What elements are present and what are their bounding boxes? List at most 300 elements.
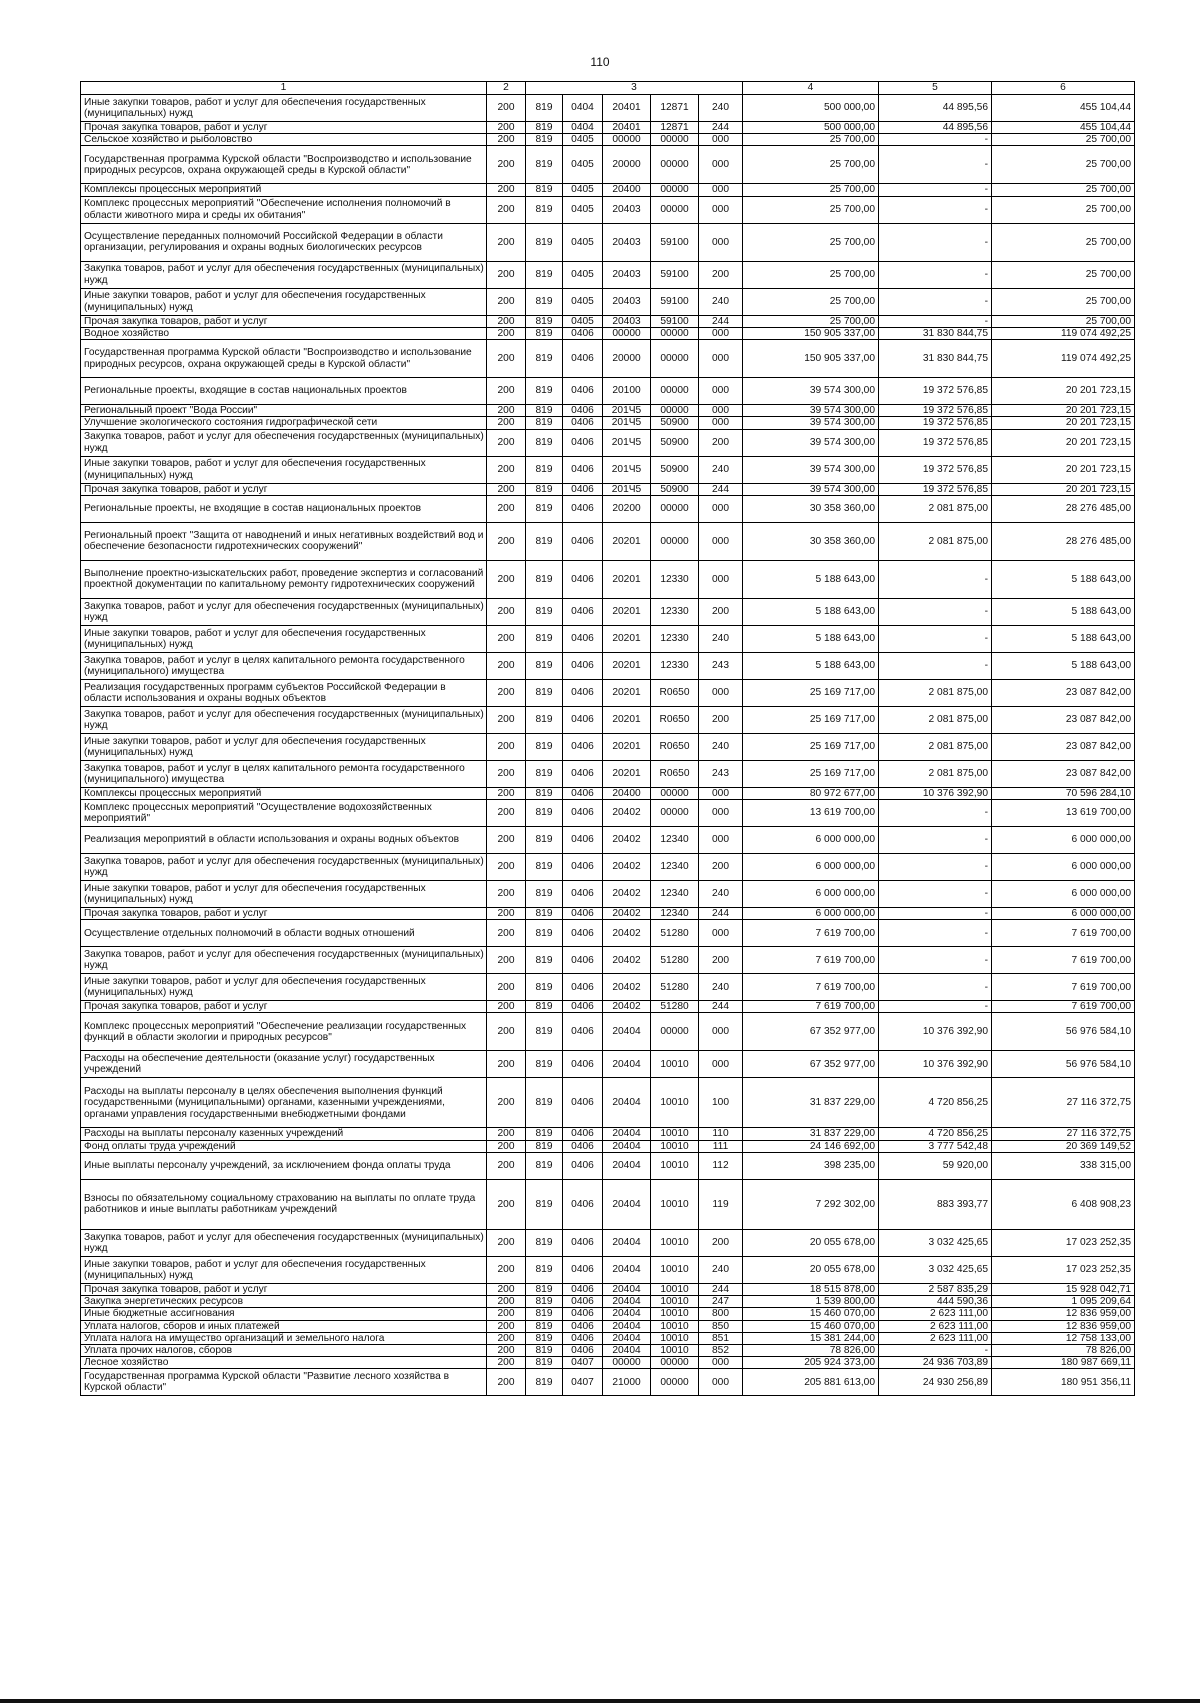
- table-row: [81, 483, 1135, 495]
- col-3-direction: 00000: [651, 340, 699, 378]
- table-row: [81, 1128, 1135, 1140]
- col-4-amount: 15 460 070,00: [743, 1308, 879, 1320]
- col-3-program: 20402: [603, 880, 651, 907]
- col-3-program: 20404: [603, 1128, 651, 1140]
- col-3-section: 0406: [563, 429, 603, 456]
- col-3-section: 0404: [563, 122, 603, 134]
- col-5-amount: -: [879, 1001, 992, 1013]
- col-4-amount: 15 381 244,00: [743, 1332, 879, 1344]
- col-3-program: 20404: [603, 1051, 651, 1078]
- col-3-expense-type: 000: [699, 1013, 743, 1051]
- col-3-direction: 12330: [651, 625, 699, 652]
- col-3-direction: 00000: [651, 146, 699, 184]
- col-6-amount: 25 700,00: [992, 261, 1135, 288]
- col-3-direction: R0650: [651, 706, 699, 733]
- col-3-program: 20403: [603, 196, 651, 223]
- col-3-direction: 00000: [651, 1013, 699, 1051]
- col-3-program: 20201: [603, 625, 651, 652]
- col-2-code: 200: [487, 733, 526, 760]
- col-3-expense-type: 000: [699, 417, 743, 429]
- col-6-amount: 20 201 723,15: [992, 483, 1135, 495]
- row-name: Комплекс процессных мероприятий "Обеспечение реализации государственных функций в области экологии и природных ресурсов": [81, 1013, 487, 1051]
- table-row: [81, 652, 1135, 679]
- col-3-section: 0406: [563, 1229, 603, 1256]
- col-3-direction: 10010: [651, 1128, 699, 1140]
- col-6-amount: 78 826,00: [992, 1344, 1135, 1356]
- col-3-direction: 00000: [651, 196, 699, 223]
- col-4-amount: 25 700,00: [743, 261, 879, 288]
- table-row: [81, 196, 1135, 223]
- row-name: Прочая закупка товаров, работ и услуг: [81, 907, 487, 919]
- col-4-amount: 6 000 000,00: [743, 826, 879, 853]
- col-3-program: 201Ч5: [603, 417, 651, 429]
- col-3-ministry: 819: [526, 340, 563, 378]
- col-3-program: 20404: [603, 1320, 651, 1332]
- col-3-section: 0405: [563, 288, 603, 315]
- col-3-section: 0407: [563, 1357, 603, 1369]
- row-name: Расходы на обеспечение деятельности (оказание услуг) государственных учреждений: [81, 1051, 487, 1078]
- col-6-amount: 25 700,00: [992, 134, 1135, 146]
- col-3-direction: 00000: [651, 522, 699, 560]
- col-2-code: 200: [487, 196, 526, 223]
- col-5-amount: 24 930 256,89: [879, 1369, 992, 1396]
- row-name: Закупка товаров, работ и услуг для обеспечения государственных (муниципальных) нужд: [81, 429, 487, 456]
- row-name: Закупка товаров, работ и услуг для обеспечения государственных (муниципальных) нужд: [81, 598, 487, 625]
- col-4-amount: 25 700,00: [743, 315, 879, 327]
- col-4-amount: 25 700,00: [743, 288, 879, 315]
- row-name: Лесное хозяйство: [81, 1357, 487, 1369]
- col-2-code: 200: [487, 122, 526, 134]
- row-name: Иные бюджетные ассигнования: [81, 1308, 487, 1320]
- col-3-program: 00000: [603, 1357, 651, 1369]
- table-row: [81, 733, 1135, 760]
- col-3-direction: 10010: [651, 1320, 699, 1332]
- col-3-program: 20404: [603, 1344, 651, 1356]
- col-5-amount: 2 623 111,00: [879, 1320, 992, 1332]
- col-5-amount: 31 830 844,75: [879, 340, 992, 378]
- col-3-ministry: 819: [526, 1013, 563, 1051]
- table-row: [81, 1332, 1135, 1344]
- col-4-amount: 25 700,00: [743, 196, 879, 223]
- col-4-amount: 31 837 229,00: [743, 1078, 879, 1128]
- col-6-amount: 5 188 643,00: [992, 625, 1135, 652]
- col-3-expense-type: 000: [699, 327, 743, 339]
- table-row: [81, 947, 1135, 974]
- col-6-amount: 7 619 700,00: [992, 974, 1135, 1001]
- col-3-expense-type: 243: [699, 760, 743, 787]
- col-3-section: 0406: [563, 679, 603, 706]
- col-6-amount: 5 188 643,00: [992, 598, 1135, 625]
- col-3-section: 0406: [563, 733, 603, 760]
- col-4-amount: 7 292 302,00: [743, 1179, 879, 1229]
- col-3-expense-type: 000: [699, 223, 743, 261]
- col-3-program: 201Ч5: [603, 456, 651, 483]
- col-6-amount: 20 201 723,15: [992, 417, 1135, 429]
- col-3-direction: 00000: [651, 134, 699, 146]
- table-row: [81, 907, 1135, 919]
- col-3-program: 201Ч5: [603, 429, 651, 456]
- col-2-code: 200: [487, 495, 526, 522]
- col-5-amount: -: [879, 652, 992, 679]
- col-2-code: 200: [487, 1179, 526, 1229]
- table-row: [81, 1152, 1135, 1179]
- col-3-program: 20201: [603, 652, 651, 679]
- col-4-amount: 39 574 300,00: [743, 417, 879, 429]
- col-4-amount: 20 055 678,00: [743, 1229, 879, 1256]
- table-row: [81, 625, 1135, 652]
- col-2-code: 200: [487, 456, 526, 483]
- table-row: [81, 799, 1135, 826]
- col-3-section: 0406: [563, 787, 603, 799]
- col-3-section: 0406: [563, 652, 603, 679]
- col-3-program: 20404: [603, 1140, 651, 1152]
- col-4-amount: 67 352 977,00: [743, 1013, 879, 1051]
- col-5-amount: 24 936 703,89: [879, 1357, 992, 1369]
- col-2-code: 200: [487, 327, 526, 339]
- col-3-expense-type: 000: [699, 146, 743, 184]
- row-name: Региональные проекты, не входящие в состав национальных проектов: [81, 495, 487, 522]
- col-4-amount: 500 000,00: [743, 122, 879, 134]
- table-row: [81, 1229, 1135, 1256]
- table-row: [81, 880, 1135, 907]
- col-3-expense-type: 200: [699, 853, 743, 880]
- col-3-direction: 12330: [651, 652, 699, 679]
- table-row: [81, 495, 1135, 522]
- table-row: [81, 378, 1135, 405]
- col-3-direction: 12340: [651, 880, 699, 907]
- col-3-program: 20201: [603, 760, 651, 787]
- col-2-code: 200: [487, 1013, 526, 1051]
- col-5-amount: 2 081 875,00: [879, 495, 992, 522]
- row-name: Прочая закупка товаров, работ и услуг: [81, 1283, 487, 1295]
- col-3-ministry: 819: [526, 826, 563, 853]
- col-3-program: 20201: [603, 560, 651, 598]
- col-3-direction: 00000: [651, 1357, 699, 1369]
- col-6-amount: 27 116 372,75: [992, 1078, 1135, 1128]
- col-5-amount: -: [879, 146, 992, 184]
- col-5-amount: 2 587 835,29: [879, 1283, 992, 1295]
- col-6-amount: 1 095 209,64: [992, 1296, 1135, 1308]
- col-3-expense-type: 000: [699, 340, 743, 378]
- col-2-code: 200: [487, 134, 526, 146]
- row-name: Комплексы процессных мероприятий: [81, 787, 487, 799]
- row-name: Реализация мероприятий в области использования и охраны водных объектов: [81, 826, 487, 853]
- col-5-amount: 10 376 392,90: [879, 1013, 992, 1051]
- col-3-program: 21000: [603, 1369, 651, 1396]
- row-name: Закупка товаров, работ и услуг для обеспечения государственных (муниципальных) нужд: [81, 1229, 487, 1256]
- col-6-amount: 56 976 584,10: [992, 1013, 1135, 1051]
- col-3-expense-type: 112: [699, 1152, 743, 1179]
- col-3-direction: 10010: [651, 1140, 699, 1152]
- table-row: [81, 315, 1135, 327]
- col-6-amount: 28 276 485,00: [992, 522, 1135, 560]
- col-3-program: 20000: [603, 146, 651, 184]
- col-5-amount: 2 623 111,00: [879, 1332, 992, 1344]
- col-4-amount: 15 460 070,00: [743, 1320, 879, 1332]
- col-3-program: 20404: [603, 1283, 651, 1295]
- col-6-amount: 70 596 284,10: [992, 787, 1135, 799]
- col-3-ministry: 819: [526, 1152, 563, 1179]
- table-row: [81, 95, 1135, 122]
- col-3-expense-type: 244: [699, 122, 743, 134]
- col-6-amount: 7 619 700,00: [992, 1001, 1135, 1013]
- col-3-direction: 00000: [651, 1369, 699, 1396]
- col-3-section: 0406: [563, 974, 603, 1001]
- col-3-direction: 10010: [651, 1179, 699, 1229]
- col-3-ministry: 819: [526, 1296, 563, 1308]
- col-3-program: 20401: [603, 95, 651, 122]
- col-3-section: 0406: [563, 405, 603, 417]
- col-3-expense-type: 243: [699, 652, 743, 679]
- col-3-direction: 00000: [651, 787, 699, 799]
- col-3-ministry: 819: [526, 223, 563, 261]
- table-row: [81, 1369, 1135, 1396]
- col-5-amount: 4 720 856,25: [879, 1078, 992, 1128]
- col-3-ministry: 819: [526, 880, 563, 907]
- col-3-ministry: 819: [526, 288, 563, 315]
- col-2-code: 200: [487, 1344, 526, 1356]
- col-5-amount: -: [879, 920, 992, 947]
- col-3-ministry: 819: [526, 184, 563, 196]
- col-3-direction: 10010: [651, 1256, 699, 1283]
- col-3-expense-type: 244: [699, 315, 743, 327]
- col-4-amount: 205 881 613,00: [743, 1369, 879, 1396]
- col-5-amount: -: [879, 907, 992, 919]
- table-row: [81, 223, 1135, 261]
- col-2-code: 200: [487, 1078, 526, 1128]
- col-4-amount: 25 169 717,00: [743, 733, 879, 760]
- row-name: Комплексы процессных мероприятий: [81, 184, 487, 196]
- col-3-program: 20404: [603, 1308, 651, 1320]
- table-row: [81, 1357, 1135, 1369]
- col-3-ministry: 819: [526, 1140, 563, 1152]
- table-row: [81, 1308, 1135, 1320]
- row-name: Региональный проект "Защита от наводнений и иных негативных воздействий вод и обеспечение безопасности гидротехнических сооружений": [81, 522, 487, 560]
- col-3-direction: 00000: [651, 495, 699, 522]
- col-3-section: 0405: [563, 196, 603, 223]
- row-name: Закупка товаров, работ и услуг в целях капитального ремонта государственного (муниципального) имущества: [81, 760, 487, 787]
- col-6-amount: 338 315,00: [992, 1152, 1135, 1179]
- col-4-amount: 398 235,00: [743, 1152, 879, 1179]
- col-3-direction: 00000: [651, 405, 699, 417]
- col-3-ministry: 819: [526, 495, 563, 522]
- row-name: Закупка товаров, работ и услуг в целях капитального ремонта государственного (муниципального) имущества: [81, 652, 487, 679]
- col-3-expense-type: 000: [699, 1369, 743, 1396]
- row-name: Закупка энергетических ресурсов: [81, 1296, 487, 1308]
- col-3-ministry: 819: [526, 95, 563, 122]
- col-3-ministry: 819: [526, 378, 563, 405]
- col-6-amount: 25 700,00: [992, 146, 1135, 184]
- table-row: [81, 1013, 1135, 1051]
- col-3-section: 0405: [563, 146, 603, 184]
- col-3-program: 20404: [603, 1152, 651, 1179]
- col-3-direction: 51280: [651, 920, 699, 947]
- col-2-code: 200: [487, 560, 526, 598]
- col-3-section: 0406: [563, 417, 603, 429]
- row-name: Расходы на выплаты персоналу в целях обеспечения выполнения функций государственными (муниципальными) органами, казенными учреждениями, органами управления государственными внебюджетными фондами: [81, 1078, 487, 1128]
- col-4-amount: 24 146 692,00: [743, 1140, 879, 1152]
- col-2-code: 200: [487, 706, 526, 733]
- col-3-ministry: 819: [526, 405, 563, 417]
- col-3-section: 0406: [563, 340, 603, 378]
- col-4-amount: 39 574 300,00: [743, 378, 879, 405]
- table-row: [81, 1140, 1135, 1152]
- col-6-amount: 27 116 372,75: [992, 1128, 1135, 1140]
- col-6-amount: 25 700,00: [992, 223, 1135, 261]
- col-3-section: 0406: [563, 907, 603, 919]
- col-3-direction: 00000: [651, 327, 699, 339]
- row-name: Осуществление отдельных полномочий в области водных отношений: [81, 920, 487, 947]
- col-3-expense-type: 000: [699, 1051, 743, 1078]
- col-5-amount: 3 032 425,65: [879, 1229, 992, 1256]
- col-3-direction: 59100: [651, 288, 699, 315]
- col-3-section: 0404: [563, 95, 603, 122]
- col-2-code: 200: [487, 907, 526, 919]
- col-3-ministry: 819: [526, 483, 563, 495]
- row-name: Фонд оплаты труда учреждений: [81, 1140, 487, 1152]
- col-3-program: 20402: [603, 920, 651, 947]
- col-5-amount: 19 372 576,85: [879, 378, 992, 405]
- table-row: [81, 974, 1135, 1001]
- col-3-direction: 12340: [651, 907, 699, 919]
- col-6-amount: 180 987 669,11: [992, 1357, 1135, 1369]
- col-3-program: 20402: [603, 947, 651, 974]
- col-6-amount: 20 201 723,15: [992, 456, 1135, 483]
- col-3-ministry: 819: [526, 1001, 563, 1013]
- col-2-code: 200: [487, 880, 526, 907]
- row-name: Выполнение проектно-изыскательских работ, проведение экспертиз и согласований проектной документации по капитальному ремонту гидротехнических сооружений: [81, 560, 487, 598]
- col-3-ministry: 819: [526, 652, 563, 679]
- col-3-expense-type: 200: [699, 598, 743, 625]
- row-name: Водное хозяйство: [81, 327, 487, 339]
- col-6-amount: 6 000 000,00: [992, 907, 1135, 919]
- col-3-program: 20201: [603, 706, 651, 733]
- col-2-code: 200: [487, 760, 526, 787]
- col-3-ministry: 819: [526, 733, 563, 760]
- col-3-expense-type: 240: [699, 288, 743, 315]
- scan-edge-line: [0, 1699, 1200, 1703]
- col-3-expense-type: 000: [699, 134, 743, 146]
- table-row: [81, 560, 1135, 598]
- col-2-code: 200: [487, 826, 526, 853]
- col-2-code: 200: [487, 1256, 526, 1283]
- col-5-amount: -: [879, 184, 992, 196]
- col-4-amount: 25 700,00: [743, 184, 879, 196]
- col-3-direction: 10010: [651, 1308, 699, 1320]
- col-4-amount: 6 000 000,00: [743, 880, 879, 907]
- col-3-expense-type: 000: [699, 378, 743, 405]
- row-name: Прочая закупка товаров, работ и услуг: [81, 122, 487, 134]
- row-name: Иные закупки товаров, работ и услуг для обеспечения государственных (муниципальных) нужд: [81, 456, 487, 483]
- col-3-ministry: 819: [526, 417, 563, 429]
- col-5-amount: 19 372 576,85: [879, 417, 992, 429]
- col-3-expense-type: 000: [699, 799, 743, 826]
- col-5-amount: -: [879, 315, 992, 327]
- col-6-amount: 12 758 133,00: [992, 1332, 1135, 1344]
- col-3-expense-type: 800: [699, 1308, 743, 1320]
- col-3-expense-type: 240: [699, 456, 743, 483]
- col-4-amount: 30 358 360,00: [743, 495, 879, 522]
- col-2-code: 200: [487, 417, 526, 429]
- col-5-amount: -: [879, 288, 992, 315]
- col-6-amount: 180 951 356,11: [992, 1369, 1135, 1396]
- col-5-amount: 10 376 392,90: [879, 787, 992, 799]
- col-3-program: 20403: [603, 288, 651, 315]
- col-3-program: 20404: [603, 1296, 651, 1308]
- col-3-program: 20100: [603, 378, 651, 405]
- table-row: [81, 340, 1135, 378]
- col-3-expense-type: 119: [699, 1179, 743, 1229]
- col-2-code: 200: [487, 483, 526, 495]
- col-3-section: 0406: [563, 327, 603, 339]
- col-3-expense-type: 111: [699, 1140, 743, 1152]
- row-name: Уплата налогов, сборов и иных платежей: [81, 1320, 487, 1332]
- col-5-amount: 10 376 392,90: [879, 1051, 992, 1078]
- col-4-amount: 150 905 337,00: [743, 340, 879, 378]
- table-row: [81, 1256, 1135, 1283]
- header-row: [81, 82, 1135, 95]
- col-2-code: 200: [487, 799, 526, 826]
- row-name: Улучшение экологического состояния гидрографической сети: [81, 417, 487, 429]
- col-5-amount: -: [879, 223, 992, 261]
- col-4-amount: 78 826,00: [743, 1344, 879, 1356]
- col-3-direction: 10010: [651, 1344, 699, 1356]
- col-6-amount: 6 000 000,00: [992, 853, 1135, 880]
- header-col-4: 4: [743, 82, 879, 95]
- col-3-ministry: 819: [526, 146, 563, 184]
- row-name: Прочая закупка товаров, работ и услуг: [81, 315, 487, 327]
- col-3-program: 20201: [603, 522, 651, 560]
- col-3-expense-type: 247: [699, 1296, 743, 1308]
- col-3-ministry: 819: [526, 429, 563, 456]
- col-6-amount: 455 104,44: [992, 122, 1135, 134]
- col-6-amount: 6 000 000,00: [992, 826, 1135, 853]
- col-3-program: 20402: [603, 826, 651, 853]
- col-2-code: 200: [487, 974, 526, 1001]
- header-col-1: 1: [81, 82, 487, 95]
- col-3-expense-type: 000: [699, 184, 743, 196]
- col-3-ministry: 819: [526, 1256, 563, 1283]
- col-3-ministry: 819: [526, 947, 563, 974]
- col-2-code: 200: [487, 1296, 526, 1308]
- col-3-expense-type: 000: [699, 405, 743, 417]
- col-3-program: 20201: [603, 598, 651, 625]
- col-5-amount: -: [879, 974, 992, 1001]
- col-4-amount: 39 574 300,00: [743, 483, 879, 495]
- row-name: Сельское хозяйство и рыболовство: [81, 134, 487, 146]
- col-2-code: 200: [487, 261, 526, 288]
- col-3-expense-type: 000: [699, 560, 743, 598]
- row-name: Уплата налога на имущество организаций и земельного налога: [81, 1332, 487, 1344]
- table-row: [81, 853, 1135, 880]
- header-col-6: 6: [992, 82, 1135, 95]
- col-3-program: 20404: [603, 1332, 651, 1344]
- col-3-section: 0407: [563, 1369, 603, 1396]
- col-6-amount: 7 619 700,00: [992, 920, 1135, 947]
- col-6-amount: 23 087 842,00: [992, 733, 1135, 760]
- col-3-direction: 12330: [651, 560, 699, 598]
- col-6-amount: 119 074 492,25: [992, 327, 1135, 339]
- col-2-code: 200: [487, 405, 526, 417]
- col-5-amount: 2 623 111,00: [879, 1308, 992, 1320]
- col-3-direction: R0650: [651, 760, 699, 787]
- col-3-direction: 51280: [651, 974, 699, 1001]
- col-3-program: 20403: [603, 223, 651, 261]
- col-4-amount: 7 619 700,00: [743, 1001, 879, 1013]
- col-2-code: 200: [487, 378, 526, 405]
- row-name: Уплата прочих налогов, сборов: [81, 1344, 487, 1356]
- col-3-ministry: 819: [526, 327, 563, 339]
